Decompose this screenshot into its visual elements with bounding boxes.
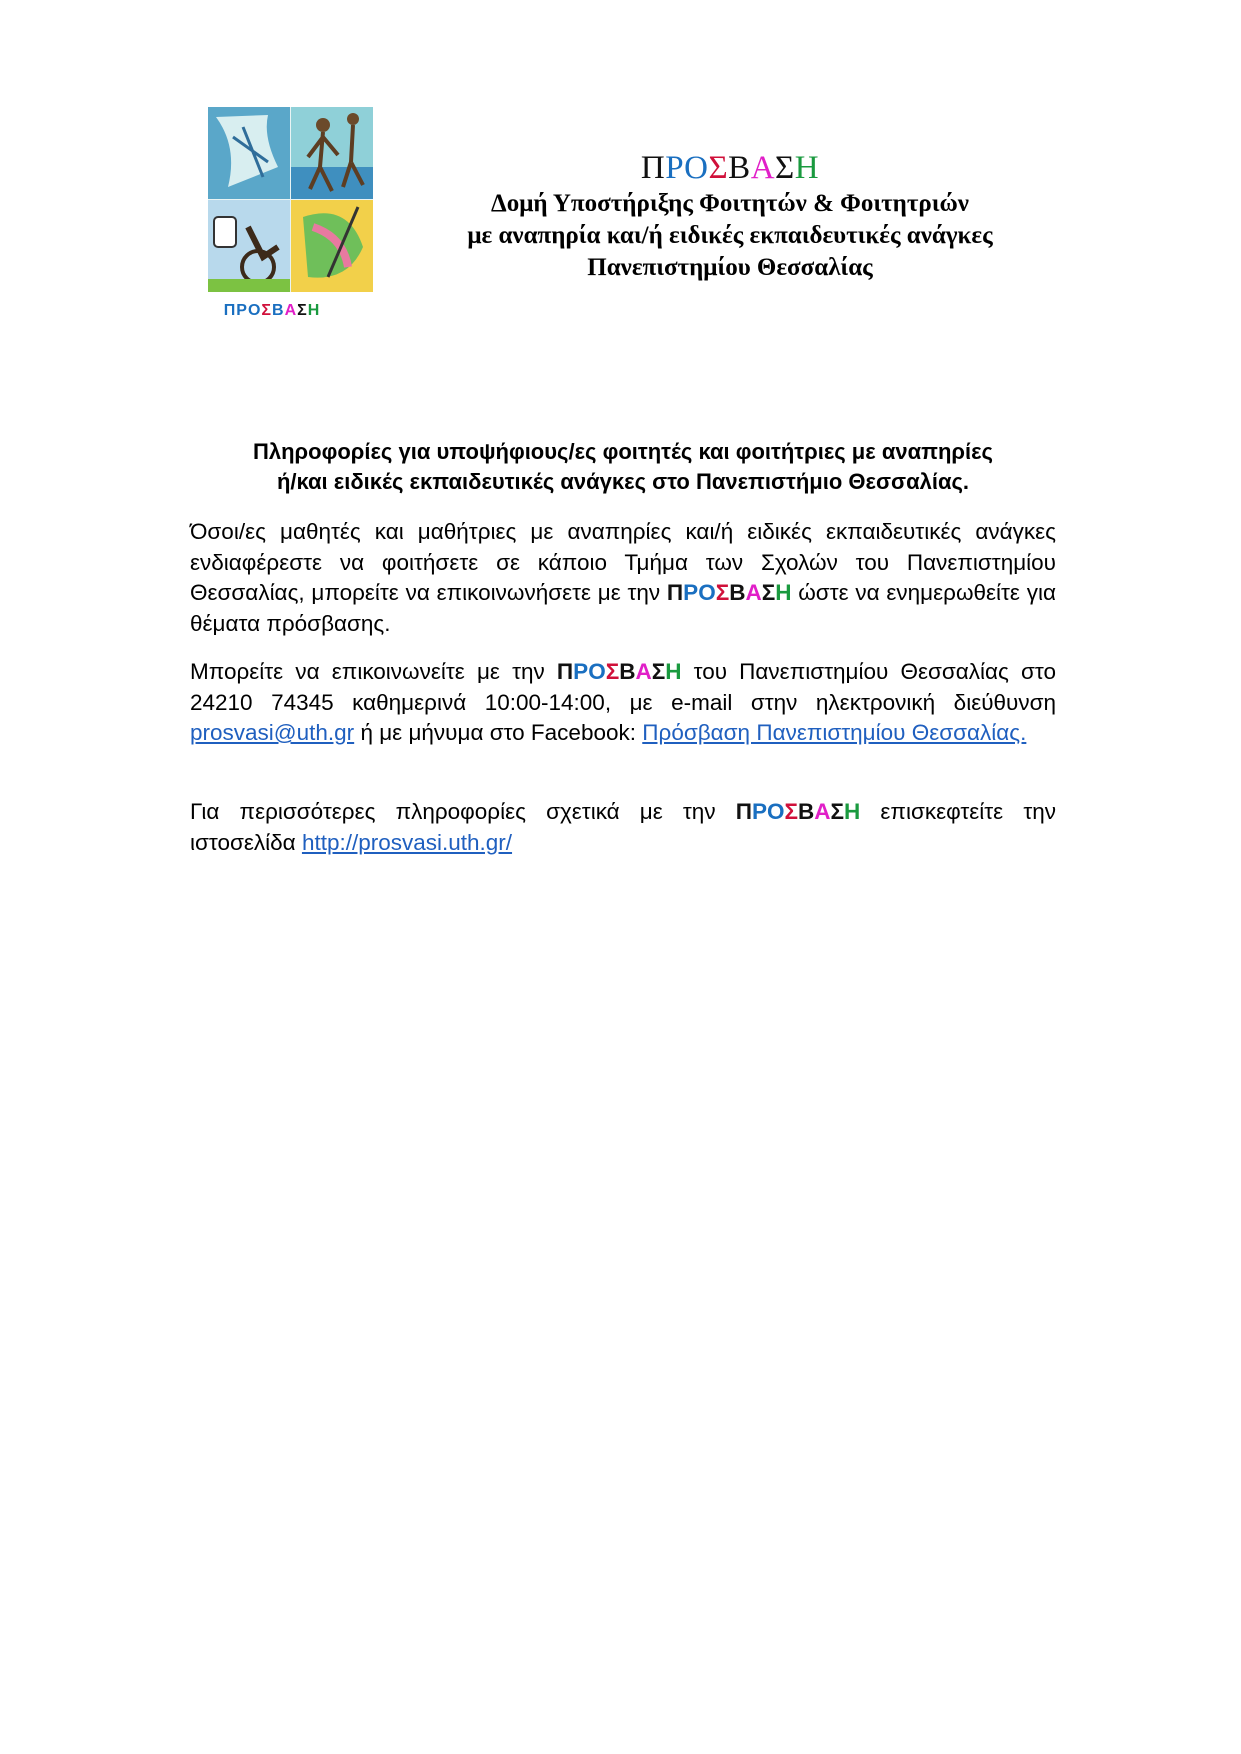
brand-letter: Σ — [715, 580, 730, 605]
brand-letter: Ο — [684, 150, 709, 186]
brand-letter: Ο — [588, 659, 606, 684]
brand-letter: Η — [775, 580, 792, 605]
brand-letter: Σ — [784, 799, 798, 824]
logo-image — [208, 107, 373, 292]
brand-letter: Σ — [775, 150, 795, 186]
brand-inline — [557, 659, 682, 684]
brand-letter: Β — [619, 659, 636, 684]
brand-letter: Π — [556, 659, 574, 684]
logo-letter: Ο — [247, 302, 262, 319]
logo — [208, 107, 373, 320]
brand-letter: Σ — [761, 580, 776, 605]
brand-letter: Α — [745, 580, 762, 605]
paragraph-3 — [190, 797, 1056, 858]
email-link[interactable]: prosvasi@uth.gr — [190, 720, 355, 745]
brand-inline — [667, 580, 792, 605]
logo-letter: Η — [307, 302, 321, 319]
brand-letter: Σ — [651, 659, 666, 684]
p2-text: Μπορείτε να επικοινωνείτε με την — [190, 659, 545, 684]
brand-letter: Η — [844, 799, 861, 824]
document-title — [190, 437, 1056, 497]
p2-text-mid: του Πανεπιστημίου Θεσσαλίας στο 24210 74345 καθημερινά 10:00-14:00, με e-mail στην ηλεκτρονική διεύθυνση — [190, 659, 1056, 715]
brand-letter: Α — [635, 659, 652, 684]
p2-text-mid2: ή με μήνυμα στο Facebook: — [360, 720, 636, 745]
logo-letter: Σ — [297, 302, 308, 319]
brand-letter: Β — [728, 150, 751, 186]
logo-letter: Π — [223, 302, 237, 319]
logo-letter: Α — [284, 302, 298, 319]
p3-text: Για περισσότερες πληροφορίες σχετικά με την — [190, 799, 716, 824]
brand-letter: Σ — [830, 799, 845, 824]
header-line-1: Δομή Υποστήριξης Φοιτητών & Φοιτητριών — [491, 190, 969, 217]
header-line-3: Πανεπιστημίου Θεσσαλίας — [587, 254, 873, 281]
brand-letter: Σ — [708, 150, 729, 186]
brand-inline — [736, 799, 861, 824]
website-link[interactable]: http://prosvasi.uth.gr/ — [301, 829, 513, 855]
brand-letter: Ρ — [683, 580, 699, 605]
title-line-1: Πληροφορίες για υποψήφιους/ες φοιτητές και φοιτήτριες με αναπηρίες — [252, 439, 993, 464]
brand-letter: Σ — [605, 659, 620, 684]
logo-letter: Β — [272, 302, 285, 319]
brand-letter: Α — [750, 150, 776, 186]
paragraph-2 — [190, 657, 1056, 749]
brand-letter: Ο — [698, 580, 716, 605]
brand-letter: Π — [666, 580, 684, 605]
brand-letter: Ο — [766, 799, 785, 824]
p1-text-after: ώστε να ενημερωθείτε για θέματα πρόσβασης. — [190, 580, 1056, 636]
brand-letter: Ρ — [751, 799, 767, 824]
brand-letter: Π — [735, 799, 752, 824]
logo-letter: Σ — [261, 302, 272, 319]
logo-letter: Ρ — [236, 302, 248, 319]
brand-letter: Η — [665, 659, 682, 684]
brand-letter: Α — [814, 799, 831, 824]
facebook-link[interactable]: Πρόσβαση Πανεπιστημίου Θεσσαλίας. — [642, 720, 1027, 745]
header-brand — [410, 148, 1050, 188]
paragraph-1 — [190, 517, 1056, 639]
brand-letter: Η — [794, 150, 820, 186]
title-line-2: ή/και ειδικές εκπαιδευτικές ανάγκες στο Πανεπιστήμιο Θεσσαλίας. — [276, 469, 970, 494]
p1-text: Όσοι/ες μαθητές και μαθήτριες με αναπηρίες και/ή ειδικές εκπαιδευτικές ανάγκες ενδιαφέρεστε να φοιτήσετε σε κάποιο Τμήμα των Σχολών του Πανεπιστημίου Θεσσαλίας, μπορείτε να επικοινωνήσετε με την — [190, 519, 1056, 605]
brand-letter: Π — [640, 150, 666, 186]
header — [410, 148, 1050, 284]
brand-letter: Ρ — [573, 659, 589, 684]
p3-text-mid: επισκεφτείτε την ιστοσελίδα — [190, 799, 1056, 855]
logo-label — [208, 302, 336, 320]
brand-letter: Β — [729, 580, 746, 605]
header-line-2: με αναπηρία και/ή ειδικές εκπαιδευτικές ανάγκες — [467, 222, 993, 249]
brand-letter: Ρ — [665, 150, 685, 186]
brand-letter: Β — [798, 799, 815, 824]
